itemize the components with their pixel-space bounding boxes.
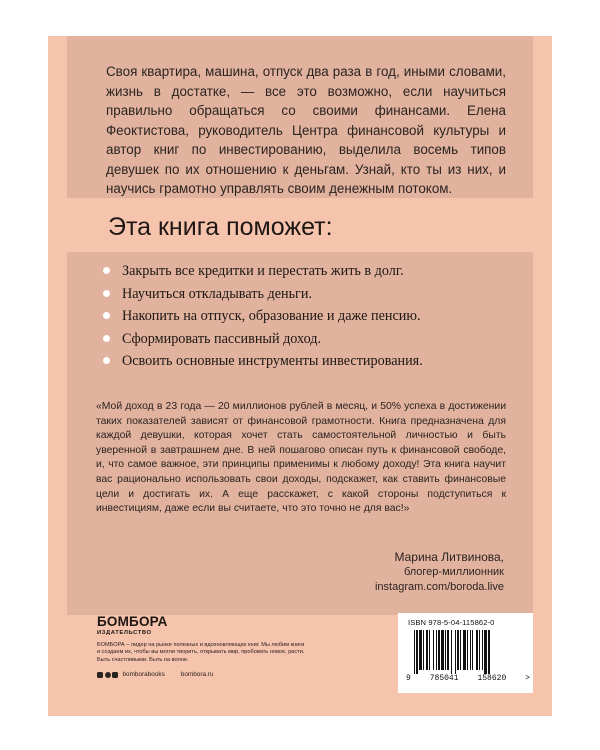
list-item-text: Закрыть все кредитки и перестать жить в долг. [122, 263, 404, 279]
list-item [103, 350, 423, 373]
list-item-text: Накопить на отпуск, образование и даже пенсию. [122, 308, 421, 324]
list-item-text: Освоить основные инструменты инвестирования. [122, 353, 423, 369]
bullet-icon [103, 312, 110, 319]
publisher-logo [97, 614, 168, 636]
back-cover [48, 36, 552, 716]
list-item-text: Научиться откладывать деньги. [122, 285, 313, 302]
isbn-label: ISBN 978-5-04-115862-0 [408, 618, 495, 627]
publisher-brand: БОМБОРА [97, 614, 168, 629]
list-item [103, 283, 423, 306]
barcode-digit-group: 9 [406, 674, 411, 683]
helps-title: Эта книга поможет: [108, 213, 333, 241]
barcode-digit-group: > [525, 674, 530, 683]
testimonial-quote: «Мой доход в 23 года — 20 миллионов рублей в месяц, и 50% успеха в достижении таких показателей зависят от финансовой грамотности. Книга предназначена для каждой девушки, которая хочет стать самостоятельной личностью и быть уверенной в завтрашнем дне. В ней пошагово описан путь к финансовой свободе, и, что самое важное, эти принципы применимы к любому доходу! Эта книга научит вас рационально использовать свои доходы, подскажет, как ставить финансовые цели и достигать их. А еще расскажет, с какой стороны подступиться к инвестициям, даже если вы считаете, что это точно не для вас!» [96, 401, 506, 515]
bullet-icon [103, 290, 110, 297]
quote-author [375, 550, 504, 594]
youtube-icon [112, 672, 118, 678]
bullet-icon [103, 357, 110, 364]
publisher-website: bombora.ru [180, 671, 214, 678]
list-item [103, 260, 423, 283]
publisher-description: БОМБОРА – лидер на рынке полезных и вдохновляющих книг. Мы любим книги и создаем их, чтобы вы могли творить, открывать мир, пробовать новое, расти. Быть счастливыми. Быть на волне. [97, 642, 305, 663]
author-name: Марина Литвинова, [394, 550, 504, 564]
barcode-icon [414, 630, 520, 674]
barcode-area [398, 613, 533, 693]
benefits-list [103, 260, 423, 373]
telegram-icon [105, 672, 111, 678]
barcode-digits [406, 674, 530, 683]
intro-text: Своя квартира, машина, отпуск два раза в год, иными словами, жизнь в достатке, — все это возможно, если научиться правильно обращаться со своими финансами. Елена Феоктистова, руководитель Центра финансовой культуры и автор книг по инвестированию, выделила восемь типов девушек по их отношению к деньгам. Узнай, кто ты из них, и научись грамотно управлять своим денежным потоком. [106, 64, 506, 196]
publisher-subtitle: ИЗДАТЕЛЬСТВО [97, 630, 152, 636]
social-handle: bomborabooks [122, 671, 165, 678]
list-item [103, 305, 423, 328]
vk-icon [97, 672, 103, 678]
publisher-socials [97, 671, 213, 678]
bullet-icon [103, 267, 110, 274]
barcode-digit-group: 158620 [477, 674, 507, 683]
list-item [103, 328, 423, 351]
barcode-digit-group: 785041 [429, 674, 459, 683]
list-item-text: Сформировать пассивный доход. [122, 330, 322, 347]
bullet-icon [103, 335, 110, 342]
author-link: instagram.com/boroda.live [374, 580, 504, 593]
author-role: блогер-миллионник [403, 566, 504, 578]
